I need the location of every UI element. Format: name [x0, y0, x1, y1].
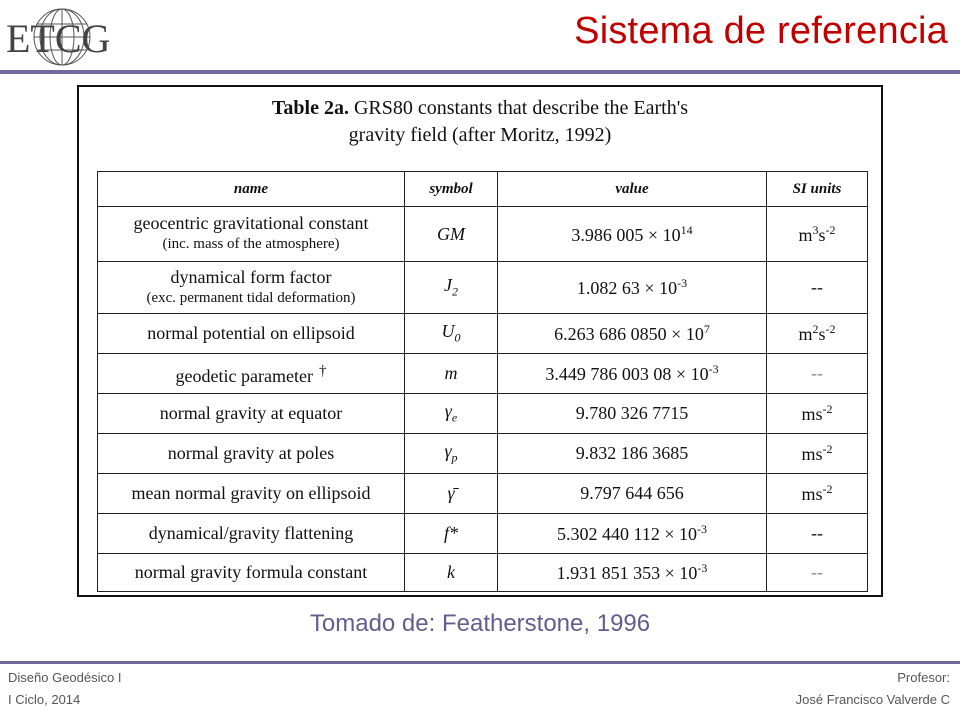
row-symbol: $U_0$ — [405, 314, 498, 354]
dagger-mark: † — [318, 362, 327, 379]
row-name-main: geocentric gravitational constant — [133, 213, 369, 233]
table-row — [98, 474, 868, 514]
row-name-note: (inc. mass of the atmosphere) — [162, 236, 340, 252]
row-value: 1.082 $63 \times 10^{-3}$ — [498, 262, 767, 314]
row-value: 1.931 851 $353 \times 10^{-3}$ — [498, 554, 767, 592]
row-name: normal gravity at equator — [98, 394, 405, 434]
title-divider — [0, 70, 960, 74]
row-name: normal gravity formula constant — [98, 554, 405, 592]
professor-label: Profesor: — [897, 670, 950, 685]
row-symbol: $\gamma_e$ — [405, 394, 498, 434]
row-symbol: $\gamma_p$ — [405, 434, 498, 474]
row-symbol: γ̄ — [405, 474, 498, 514]
professor-name: José Francisco Valverde C — [795, 692, 950, 707]
course-name: Diseño Geodésico I — [8, 670, 122, 685]
row-name: dynamical/gravity flattening — [98, 514, 405, 554]
col-header-units: SI units — [767, 172, 868, 207]
row-name — [98, 262, 405, 314]
row-name: mean normal gravity on ellipsoid — [98, 474, 405, 514]
row-value: 6.263 686 $0850 \times 10^7$ — [498, 314, 767, 354]
course-term: I Ciclo, 2014 — [8, 692, 81, 707]
row-unit: -- — [767, 262, 868, 314]
table-header-row — [98, 172, 868, 207]
row-name-note: (exc. permanent tidal deformation) — [146, 289, 356, 306]
row-symbol: k — [405, 554, 498, 592]
table-row — [98, 262, 868, 314]
table-row — [98, 354, 868, 394]
row-symbol: f* — [405, 514, 498, 554]
row-value: 9.797 644 656 — [498, 474, 767, 514]
etcg-logo — [4, 4, 116, 70]
source-citation: Tomado de: Featherstone, 1996 — [309, 610, 651, 637]
row-symbol: GM — [405, 207, 498, 262]
row-unit: -- — [767, 354, 868, 394]
row-name: geodetic parameter † — [98, 354, 405, 394]
caption-label: Table 2a. — [271, 97, 349, 119]
caption-line2: gravity field (after Moritz, 1992) — [348, 124, 612, 146]
row-unit: -- — [767, 554, 868, 592]
slide-title: Sistema de referencia — [574, 10, 948, 52]
table-row — [98, 434, 868, 474]
row-name: normal gravity at poles — [98, 434, 405, 474]
footer-divider — [0, 661, 960, 664]
footer-left — [8, 667, 121, 711]
table-caption — [79, 95, 881, 149]
constants-table — [97, 171, 868, 592]
row-value: 9.780 326 7715 — [498, 394, 767, 434]
table-row — [98, 207, 868, 262]
row-unit: $ms^{-2}$ — [767, 474, 868, 514]
col-header-value: value — [498, 172, 767, 207]
table-row — [98, 514, 868, 554]
caption-line1: GRS80 constants that describe the Earth's — [353, 97, 689, 119]
row-unit: -- — [767, 514, 868, 554]
table-row — [98, 314, 868, 354]
row-symbol: m — [405, 354, 498, 394]
logo-text: ETCG — [6, 16, 111, 61]
col-header-name: name — [98, 172, 405, 207]
row-name: normal potential on ellipsoid — [98, 314, 405, 354]
row-value: 3.449 786 003 $08 \times 10^{-3}$ — [498, 354, 767, 394]
col-header-symbol: symbol — [405, 172, 498, 207]
row-value: 5.302 440 $112 \times 10^{-3}$ — [498, 514, 767, 554]
row-name — [98, 207, 405, 262]
table-row — [98, 394, 868, 434]
row-name-main: dynamical form factor — [170, 266, 332, 287]
row-unit: $m^2s^{-2}$ — [767, 314, 868, 354]
row-unit: $m^3s^{-2}$ — [767, 207, 868, 262]
row-unit: $ms^{-2}$ — [767, 434, 868, 474]
row-value: 9.832 186 3685 — [498, 434, 767, 474]
footer-right — [796, 667, 950, 711]
row-value: 3.986 $005 \times 10^{14}$ — [498, 207, 767, 262]
table-row — [98, 554, 868, 592]
row-unit: $ms^{-2}$ — [767, 394, 868, 434]
table-image — [77, 85, 883, 597]
row-symbol: $J_2$ — [405, 262, 498, 314]
